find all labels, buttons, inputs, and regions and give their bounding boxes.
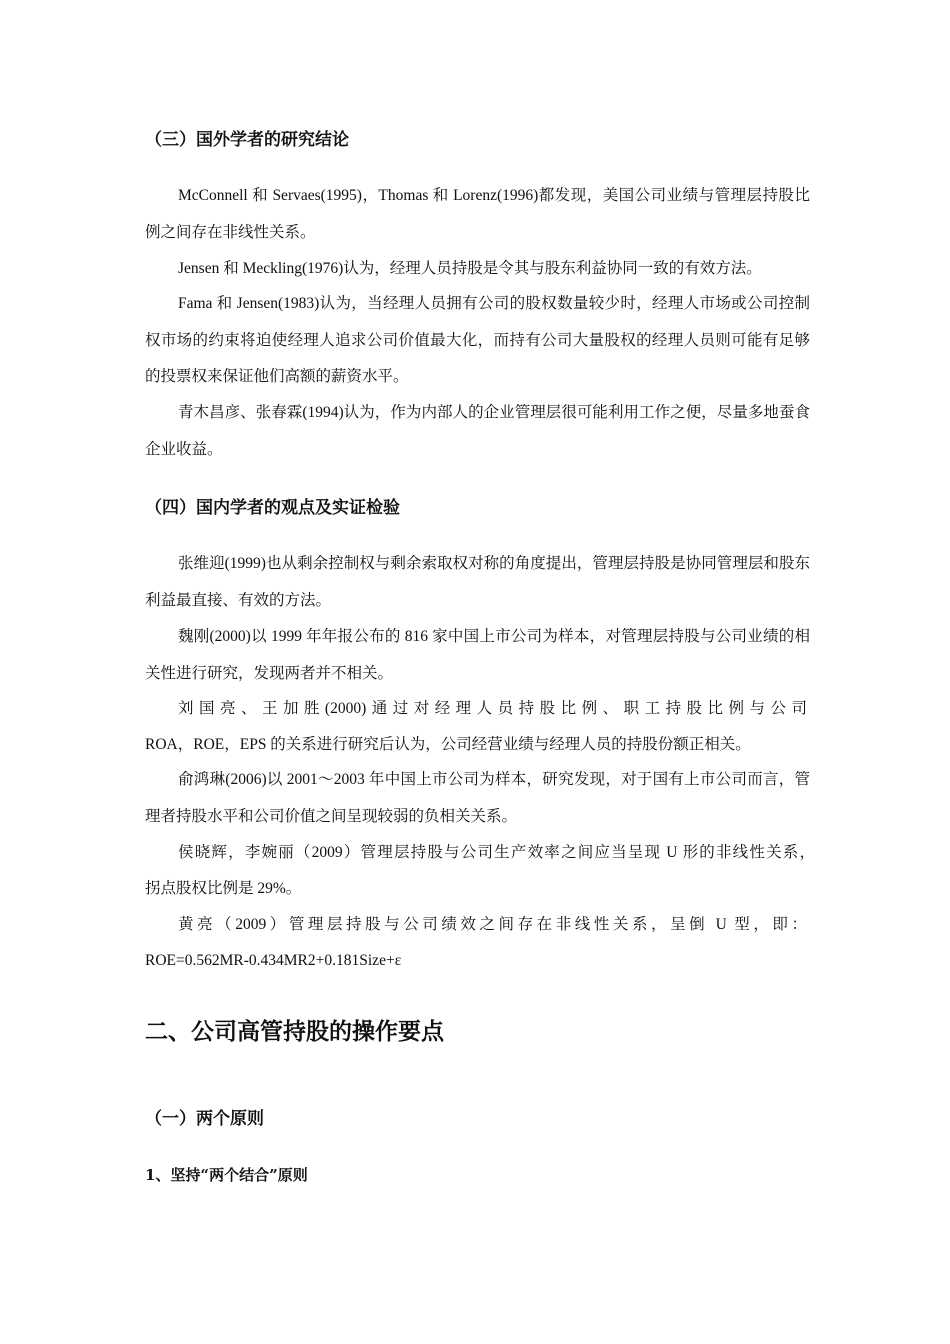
- paragraph-wei-gang: 魏刚(2000)以 1999 年年报公布的 816 家中国上市公司为样本，对管理层持股与公司业绩的相关性进行研究，发现两者并不相关。: [145, 628, 810, 682]
- paragraph-fama-jensen: Fama 和 Jensen(1983)认为，当经理人员拥有公司的股权数量较少时，经理人市场或公司控制权市场的约束将迫使经理人追求公司价值最大化，而持有公司大量股权的经理人员则可能有足够的投票权来保证他们高额的薪资水平。: [145, 295, 810, 385]
- paragraph-huang-liang-line1: 黄亮（2009）管理层持股与公司绩效之间存在非线性关系，呈倒 U 型，即：: [178, 916, 807, 933]
- subsection-heading-two-principles: （一）两个原则: [145, 1109, 264, 1129]
- paragraph-liu-guoliang-line1: 刘国亮、王加胜(2000)通过对经理人员持股比例、职工持股比例与公司: [178, 700, 807, 717]
- paragraph-yu-honglin: 俞鸿琳(2006)以 2001～2003 年中国上市公司为样本，研究发现，对于国有上市公司而言，管理者持股水平和公司价值之间呈现较弱的负相关关系。: [145, 771, 810, 825]
- paragraph-liu-guoliang-line2: ROA，ROE，EPS 的关系进行研究后认为，公司经营业绩与经理人员的持股份额正相关。: [145, 736, 751, 753]
- paragraph-hou-xiaohui-line1: 侯晓辉，李婉丽（2009）管理层持股与公司生产效率之间应当呈现 U 形的非线性关系，: [178, 844, 815, 861]
- paragraph-jensen-meckling: Jensen 和 Meckling(1976)认为，经理人员持股是令其与股东利益协同一致的有效方法。: [178, 260, 762, 277]
- paragraph-mcconnell-servaes: McConnell 和 Servaes(1995)，Thomas 和 Lorenz(1996)都发现，美国公司业绩与管理层持股比例之间存在非线性关系。: [145, 187, 810, 241]
- paragraph-zhang-weiying: 张维迎(1999)也从剩余控制权与剩余索取权对称的角度提出，管理层持股是协同管理层和股东利益最直接、有效的方法。: [145, 555, 810, 609]
- section-heading-domestic-scholars: （四）国内学者的观点及实证检验: [145, 498, 400, 518]
- paragraph-hou-xiaohui-line2: 拐点股权比例是 29%。: [145, 880, 302, 897]
- section-heading-foreign-scholars: （三）国外学者的研究结论: [145, 130, 349, 150]
- chapter-heading-operation-points: 二、公司高管持股的操作要点: [145, 1019, 444, 1045]
- item-heading-two-combinations: 1、坚持“两个结合”原则: [145, 1166, 308, 1184]
- paragraph-aoki: 青木昌彦、张春霖(1994)认为，作为内部人的企业管理层很可能利用工作之便，尽量多地蚕食企业收益。: [145, 404, 810, 458]
- formula-roe: ROE=0.562MR-0.434MR2+0.181Size+ε: [145, 952, 402, 969]
